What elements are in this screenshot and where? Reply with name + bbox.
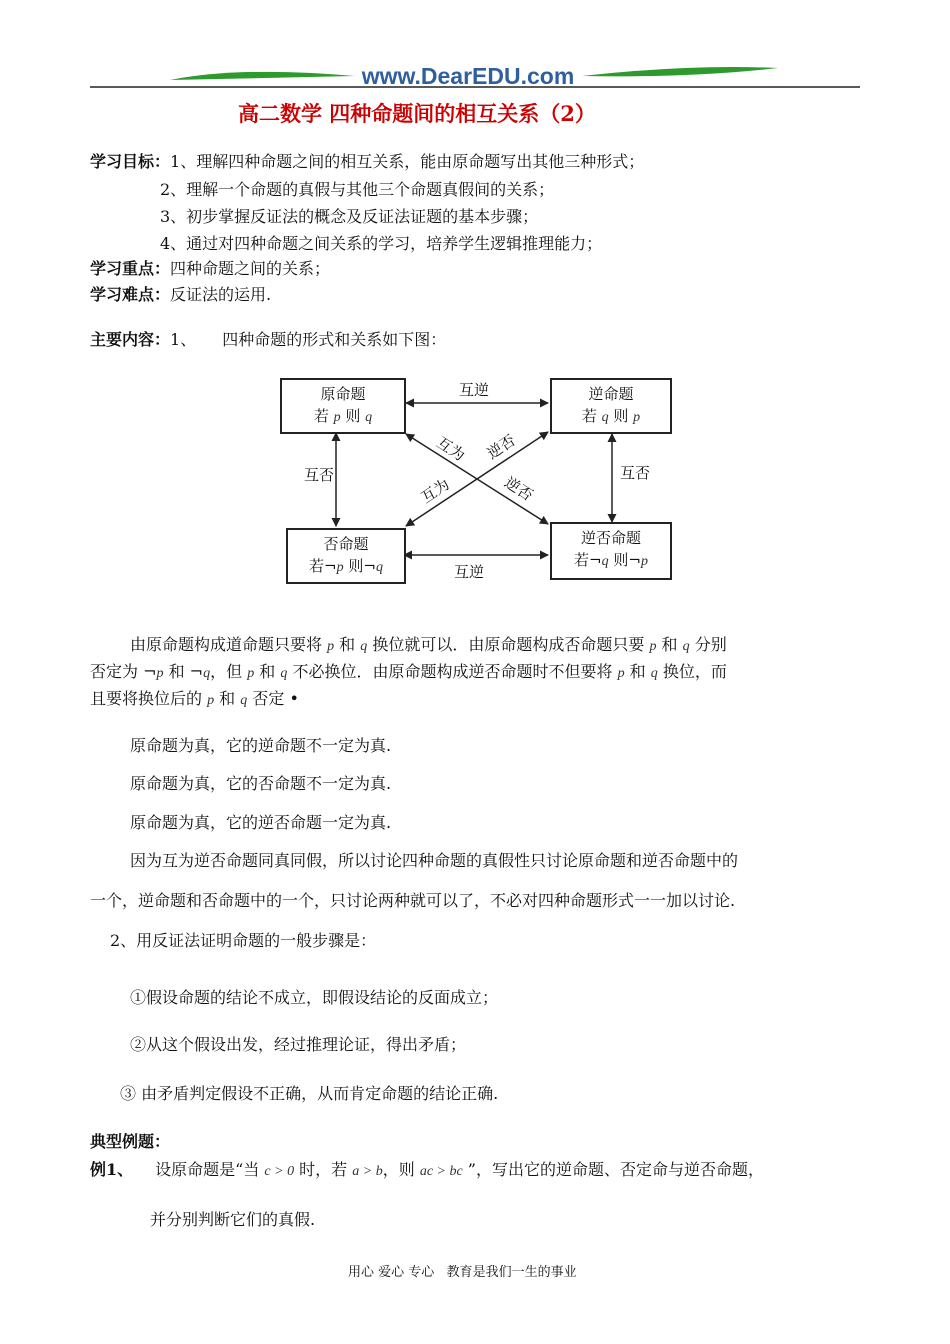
page-footer: 用心 爱心 专心 教育是我们一生的事业 bbox=[348, 1265, 577, 1280]
box-original bbox=[280, 378, 406, 434]
key-point-text: 四种命题之间的关系； bbox=[170, 259, 331, 278]
objective-item: 4、通过对四种命题之间关系的学习，培养学生逻辑推理能力； bbox=[160, 234, 603, 253]
box-converse-form: 若 q 则 p bbox=[581, 407, 641, 425]
box-converse bbox=[550, 378, 672, 434]
difficulty bbox=[90, 284, 271, 306]
objectives-label: 学习目标： bbox=[90, 152, 171, 171]
main-content-label: 主要内容： bbox=[90, 330, 171, 349]
label-diag2-part2: 逆否 bbox=[483, 431, 519, 463]
box-original-form: 若 p 则 q bbox=[313, 407, 373, 425]
label-right-inverse: 互否 bbox=[620, 464, 651, 482]
four-propositions-diagram bbox=[278, 372, 678, 588]
label-diag2-part1: 互为 bbox=[417, 475, 453, 507]
examples-heading: 典型例题： bbox=[90, 1132, 171, 1151]
box-contrapositive-title: 逆否命题 bbox=[580, 529, 641, 547]
proof-step: ①假设命题的结论不成立，即假设结论的反面成立； bbox=[130, 988, 499, 1007]
because-line-1: 因为互为逆否命题同真同假，所以讨论四种命题的真假性只讨论原命题和逆否命题中的 bbox=[130, 851, 739, 870]
objectives-line-1 bbox=[90, 151, 644, 173]
proof-step: ②从这个假设出发，经过推理论证，得出矛盾； bbox=[130, 1035, 467, 1054]
section-2-heading: 2、用反证法证明命题的一般步骤是： bbox=[110, 931, 377, 950]
difficulty-text: 反证法的运用. bbox=[170, 285, 272, 304]
label-left-inverse: 互否 bbox=[304, 466, 335, 484]
box-inverse bbox=[286, 528, 406, 584]
key-point-label: 学习重点： bbox=[90, 259, 171, 278]
box-inverse-title: 否命题 bbox=[323, 535, 369, 553]
box-original-title: 原命题 bbox=[320, 385, 366, 403]
diag-arrow-2 bbox=[406, 432, 548, 526]
main-content-num: 1、 bbox=[170, 330, 197, 349]
objective-item: 2、理解一个命题的真假与其他三个命题真假间的关系； bbox=[160, 180, 555, 199]
objective-item: 1、理解四种命题之间的相互关系，能由原命题写出其他三种形式； bbox=[170, 152, 645, 171]
left-swoosh-icon bbox=[170, 72, 355, 80]
box-contrapositive-form: 若¬q 则¬p bbox=[574, 551, 648, 569]
label-top-converse: 互逆 bbox=[459, 381, 490, 399]
truth-statement: 原命题为真，它的逆命题不一定为真. bbox=[130, 736, 392, 755]
label-diag1-part1: 互为 bbox=[433, 433, 469, 465]
label-bottom-converse: 互逆 bbox=[454, 563, 485, 581]
right-swoosh-icon bbox=[582, 67, 778, 76]
paragraph-1-line-2: 否定为 ¬p 和 ¬q，但 p 和 q 不必换位．由原命题构成逆否命题时不但要将 p 和 q 换位，而 bbox=[90, 662, 727, 681]
box-inverse-form: 若¬p 则¬q bbox=[309, 557, 383, 575]
difficulty-label: 学习难点： bbox=[90, 285, 171, 304]
logo-text: www.DearEDU.com bbox=[361, 63, 575, 89]
page-title: 高二数学 四种命题间的相互关系（2） bbox=[238, 101, 596, 126]
example-1-line-2: 并分别判断它们的真假. bbox=[150, 1210, 316, 1229]
main-content-text: 四种命题的形式和关系如下图： bbox=[222, 330, 447, 349]
paragraph-1-line-1: 由原命题构成道命题只要将 p 和 q 换位就可以．由原命题构成否命题只要 p 和 q 分别 bbox=[130, 635, 727, 654]
truth-statement: 原命题为真，它的逆否命题一定为真. bbox=[130, 813, 392, 832]
objective-item: 3、初步掌握反证法的概念及反证法证题的基本步骤； bbox=[160, 207, 539, 226]
example-1-line-1: 例1、 设原命题是“当 c > 0 时，若 a > b，则 ac > bc ”，写出它的逆命题、否定命与逆否命题， bbox=[90, 1160, 764, 1179]
key-point bbox=[90, 258, 330, 280]
box-contrapositive bbox=[550, 522, 672, 580]
header-logo-banner bbox=[90, 58, 860, 92]
paragraph-1-line-3: 且要将换位后的 p 和 q 否定 • bbox=[90, 689, 299, 708]
main-content bbox=[90, 329, 446, 351]
because-line-2: 一个，逆命题和否命题中的一个，只讨论两种就可以了，不必对四种命题形式一一加以讨论. bbox=[90, 891, 736, 910]
truth-statement: 原命题为真，它的否命题不一定为真. bbox=[130, 774, 392, 793]
label-diag1-part2: 逆否 bbox=[501, 473, 537, 505]
proof-step: ③ 由矛盾判定假设不正确，从而肯定命题的结论正确. bbox=[120, 1084, 499, 1103]
example-1-label: 例1、 bbox=[90, 1160, 134, 1179]
box-converse-title: 逆命题 bbox=[588, 385, 634, 403]
